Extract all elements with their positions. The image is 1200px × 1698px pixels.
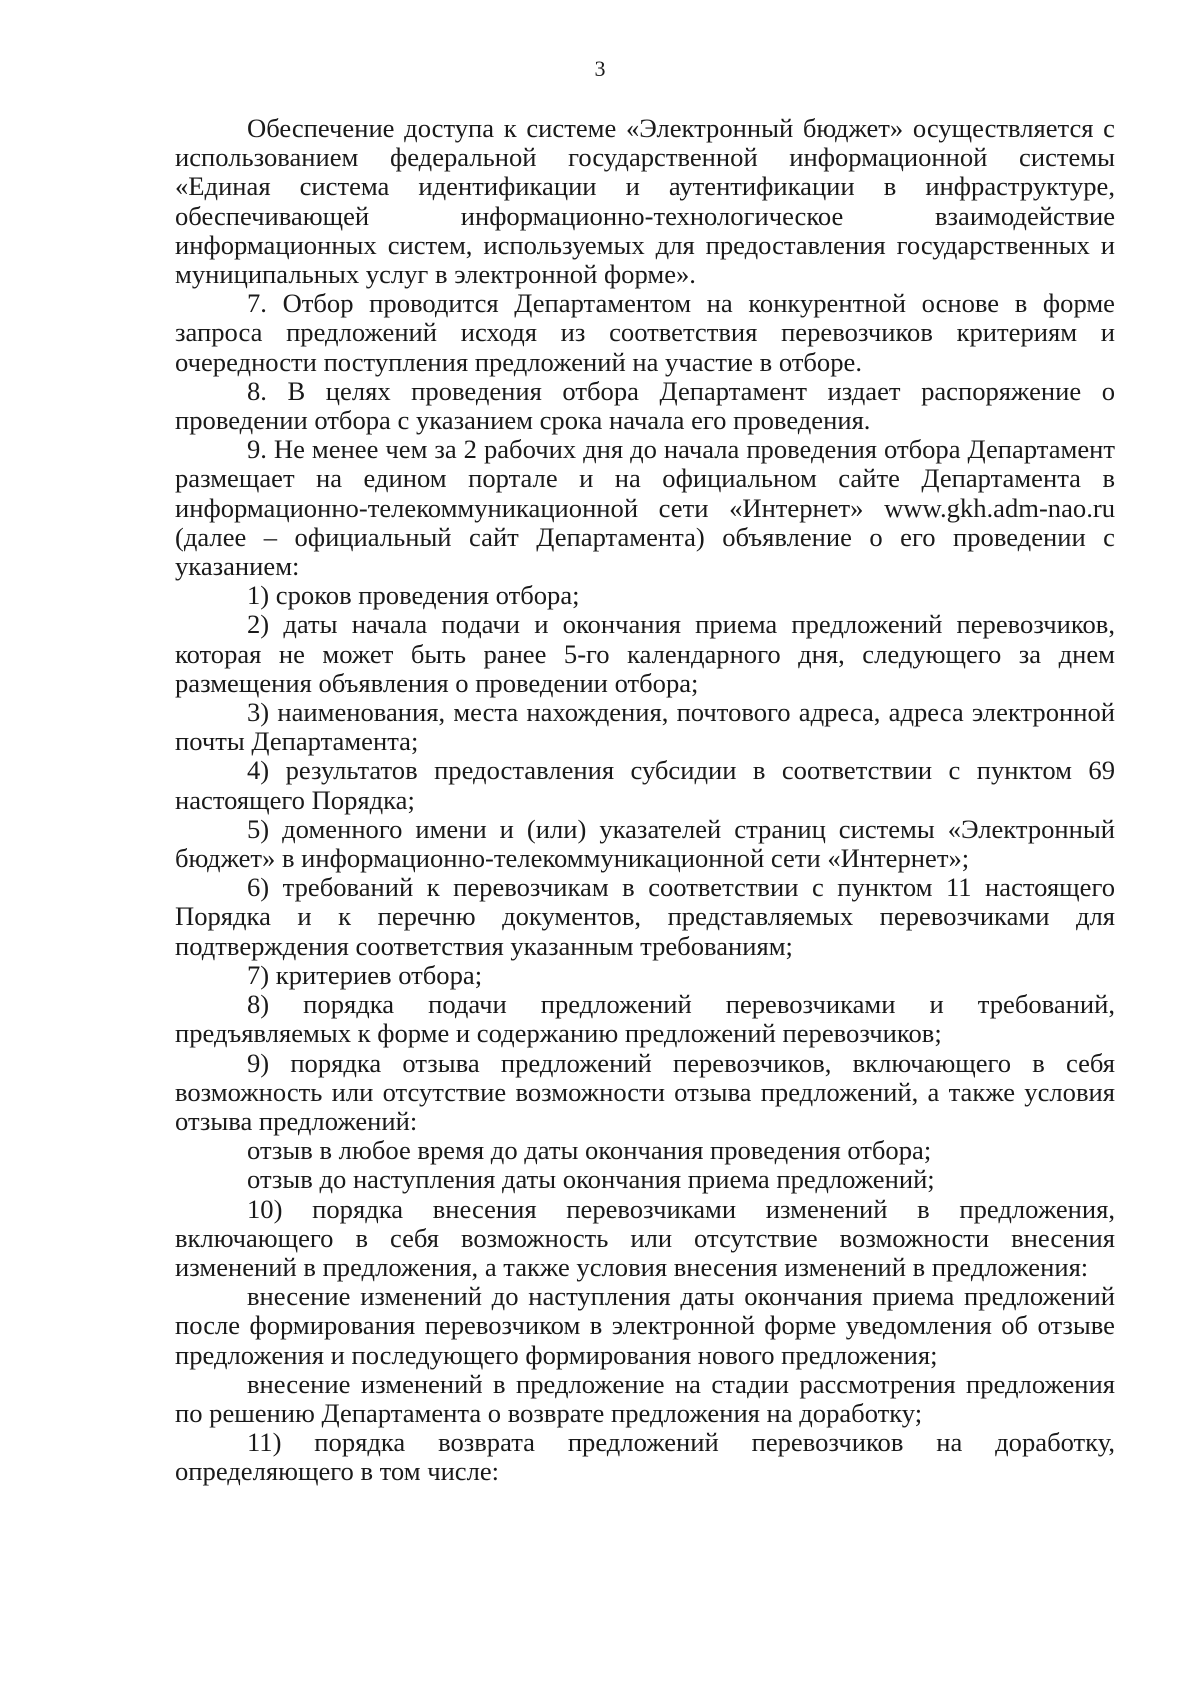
list-item-5: 5) доменного имени и (или) указателей страниц системы «Электронный бюджет» в информационно-телекоммуникационной сети «Интернет»; <box>175 813 1115 874</box>
list-item-2: 2) даты начала подачи и окончания приема предложений перевозчиков, которая не может быть ранее 5-го календарного дня, следующего за днем размещения объявления о проведении отбора; <box>175 609 1115 698</box>
paragraph-access-system: Обеспечение доступа к системе «Электронный бюджет» осуществляется с использованием федеральной государственной информационной системы «Единая система идентификации и аутентификации в инфраструктуре, обеспечивающей информационно-технологическое взаимодействие информационных систем, используемых для предоставления государственных и муниципальных услуг в электронной форме». <box>175 113 1115 290</box>
list-item-7: 7) критериев отбора; <box>247 959 483 990</box>
sub-item-withdraw-before-deadline: отзыв до наступления даты окончания приема предложений; <box>247 1164 935 1195</box>
list-item-11: 11) порядка возврата предложений перевозчиков на доработку, определяющего в том числе: <box>175 1427 1115 1487</box>
sub-item-changes-on-review: внесение изменений в предложение на стадии рассмотрения предложения по решению Департамента о возврате предложения на доработку; <box>175 1368 1115 1428</box>
list-item-10: 10) порядка внесения перевозчиками изменений в предложения, включающего в себя возможность или отсутствие возможности внесения изменений в предложения, а также условия внесения изменений в предложения: <box>175 1193 1115 1282</box>
document-body <box>175 114 1115 1487</box>
list-item-4: 4) результатов предоставления субсидии в соответствии с пунктом 69 настоящего Порядка; <box>175 755 1115 815</box>
list-item-6: 6) требований к перевозчикам в соответствии с пунктом 11 настоящего Порядка и к перечню документов, представляемых перевозчиками для подтверждения соответствия указанным требованиям; <box>175 872 1115 961</box>
list-item-1: 1) сроков проведения отбора; <box>247 580 580 611</box>
sub-item-changes-before-deadline: внесение изменений до наступления даты окончания приема предложений после формирования перевозчиком в электронной форме уведомления об отзыве предложения и последующего формирования нового предложения; <box>175 1281 1115 1370</box>
sub-item-withdraw-anytime: отзыв в любое время до даты окончания проведения отбора; <box>247 1135 932 1166</box>
list-item-8: 8) порядка подачи предложений перевозчиками и требований, предъявляемых к форме и содержанию предложений перевозчиков; <box>175 989 1115 1049</box>
list-item-3: 3) наименования, места нахождения, почтового адреса, адреса электронной почты Департамента; <box>175 697 1115 757</box>
page-number: 3 <box>594 56 606 81</box>
list-item-9: 9) порядка отзыва предложений перевозчиков, включающего в себя возможность или отсутствие возможности отзыва предложений, а также условия отзыва предложений: <box>175 1047 1115 1136</box>
paragraph-item-7: 7. Отбор проводится Департаментом на конкурентной основе в форме запроса предложений исходя из соответствия перевозчиков критериям и очередности поступления предложений на участие в отборе. <box>175 288 1115 377</box>
paragraph-item-8: 8. В целях проведения отбора Департамент издает распоряжение о проведении отбора с указанием срока начала его проведения. <box>175 375 1115 436</box>
paragraph-item-9: 9. Не менее чем за 2 рабочих дня до начала проведения отбора Департамент размещает на едином портале и на официальном сайте Департамента в информационно-телекоммуникационной сети «Интернет» www.gkh.adm-nao.ru (далее – официальный сайт Департамента) объявление о его проведении с указанием: <box>175 434 1115 582</box>
